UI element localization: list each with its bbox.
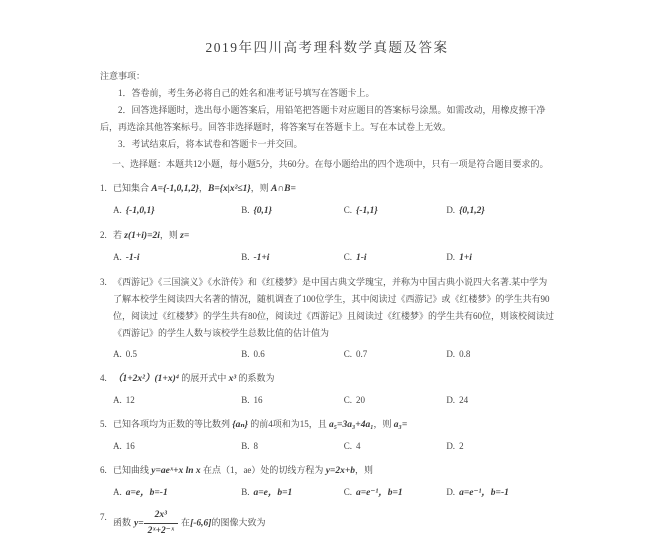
- option-value: 2: [459, 441, 464, 451]
- question-stem: [113, 509, 554, 538]
- options-row: [113, 438, 554, 455]
- option-value: a=e⁻¹，b=-1: [459, 488, 509, 498]
- option-c: [344, 484, 447, 502]
- stem-text: ，则: [354, 465, 373, 475]
- math-expression: x³: [228, 374, 237, 384]
- option-a: [113, 346, 241, 363]
- option-label: C.: [343, 441, 353, 451]
- stem-text: 的系数为: [236, 373, 275, 383]
- option-label: D.: [446, 349, 456, 359]
- options-row: [113, 346, 554, 363]
- math-expression: A∩B=: [270, 184, 296, 194]
- math-expression: [-6,6]: [190, 518, 212, 529]
- math-fraction: [134, 509, 178, 538]
- option-label: A.: [113, 252, 122, 262]
- notice-heading: 注意事项：: [100, 71, 146, 81]
- option-b: [241, 438, 344, 455]
- question-block-7: [100, 509, 554, 538]
- option-c: [344, 392, 447, 409]
- option-value: 8: [253, 441, 258, 451]
- option-value: 1-i: [356, 253, 367, 263]
- option-d: [446, 484, 554, 502]
- option-value: 1+i: [459, 253, 472, 263]
- option-label: C.: [343, 395, 353, 405]
- option-value: 0.7: [356, 349, 368, 359]
- option-a: [113, 484, 241, 502]
- option-a: [113, 202, 241, 220]
- option-value: 20: [356, 395, 366, 405]
- stem-text: 在: [181, 517, 191, 528]
- question-number: 5.: [100, 419, 107, 429]
- options-row: [113, 202, 554, 220]
- question-block-4: [100, 370, 554, 409]
- question-stem: [113, 180, 554, 198]
- stem-text: 《西游记》《三国演义》《水浒传》和《红楼梦》是中国古典文学瑰宝，并称为中国古典小说四大名著.某中学为了解本校学生阅读四大名著的情况，随机调查了100位学生，其中阅读过《西游记》或《红楼梦》的学生共有90位，阅读过《红楼梦》的学生共有80位，阅读过《西游记》且阅读过《红楼梦》的学生共有60位，则该校阅读过《西游记》的学生人数与该校学生总数比值的估计值为: [113, 277, 555, 338]
- option-label: C.: [343, 205, 353, 215]
- math-expression: {aₙ}: [232, 420, 248, 430]
- math-expression: y=2x+b: [325, 466, 355, 476]
- option-b: [241, 249, 344, 267]
- stem-text: ，则: [159, 230, 181, 240]
- option-d: [446, 202, 554, 220]
- page-title: 2019年四川高考理科数学真题及答案: [205, 40, 449, 55]
- option-label: B.: [241, 441, 250, 451]
- option-d: [446, 438, 554, 455]
- option-value: 0.5: [125, 349, 137, 359]
- stem-text: 若: [113, 230, 125, 240]
- option-label: C.: [343, 487, 353, 497]
- options-row: [113, 484, 554, 502]
- option-value: a=e⁻¹，b=1: [356, 488, 403, 498]
- option-value: -1+i: [253, 253, 270, 263]
- option-value: 0.8: [459, 349, 471, 359]
- stem-text: ，则: [373, 419, 394, 429]
- option-d: [446, 346, 554, 363]
- math-expression: z=: [180, 231, 190, 241]
- option-b: [241, 484, 344, 502]
- stem-text: ，则: [250, 183, 271, 193]
- option-label: B.: [241, 349, 250, 359]
- question-stem: [113, 227, 554, 245]
- option-a: [113, 249, 241, 267]
- question-number: 7.: [100, 512, 107, 522]
- question-block-3: [100, 274, 554, 363]
- option-d: [446, 392, 554, 409]
- option-value: {-1,0,1}: [125, 206, 155, 216]
- stem-text: 已知集合: [113, 183, 152, 193]
- options-row: [113, 392, 554, 409]
- option-label: C.: [343, 252, 353, 262]
- math-expression: y=aeˣ+x ln x: [151, 466, 201, 476]
- option-value: {0,1}: [253, 206, 272, 216]
- notice-item-2: 2．回答选择题时，选出每小题答案后，用铅笔把答题卡对应题目的答案标号涂黑。如需改动，用橡皮擦干净后，再选涂其他答案标号。回答非选择题时，将答案写在答题卡上。写在本试卷上无效。: [100, 105, 546, 132]
- section-heading: 一、选择题：本题共12小题，每小题5分，共60分。在每小题给出的四个选项中，只有一项是符合题目要求的。: [112, 159, 549, 169]
- option-label: D.: [446, 395, 456, 405]
- question-stem: [113, 462, 554, 480]
- notice-item-3: 3．考试结束后，将本试卷和答题卡一并交回。: [118, 139, 303, 149]
- stem-text: ，: [198, 183, 208, 193]
- option-label: D.: [446, 441, 456, 451]
- option-label: A.: [113, 205, 122, 215]
- option-label: D.: [446, 487, 456, 497]
- option-c: [344, 202, 447, 220]
- option-value: {0,1,2}: [459, 206, 485, 216]
- question-number: 2.: [100, 230, 107, 240]
- option-value: -1-i: [125, 253, 140, 263]
- option-c: [344, 438, 447, 455]
- option-c: [344, 249, 447, 267]
- question-stem: [113, 370, 554, 388]
- option-label: A.: [113, 441, 122, 451]
- options-row: [113, 249, 554, 267]
- option-label: A.: [113, 487, 122, 497]
- option-label: C.: [343, 349, 353, 359]
- option-d: [446, 249, 554, 267]
- notice-item-1: 1．答卷前，考生务必将自己的姓名和准考证号填写在答题卡上。: [118, 88, 375, 98]
- option-b: [241, 202, 344, 220]
- stem-text: 的展开式中: [179, 373, 229, 383]
- question-block-6: [100, 462, 554, 502]
- option-value: a=e，b=1: [253, 488, 293, 498]
- question-stem: [113, 274, 554, 342]
- stem-text: 的前4项和为15，且: [247, 419, 329, 429]
- option-label: D.: [446, 252, 456, 262]
- option-value: 0.6: [253, 349, 265, 359]
- fraction-bar: [144, 509, 178, 538]
- option-label: A.: [113, 395, 122, 405]
- stem-text: 函数: [113, 517, 132, 528]
- math-expression: B={x|x²≤1}: [207, 184, 251, 194]
- option-label: B.: [241, 205, 250, 215]
- option-label: D.: [446, 205, 456, 215]
- option-a: [113, 438, 241, 455]
- math-expression: z(1+i)=2i: [124, 231, 160, 241]
- option-b: [241, 392, 344, 409]
- question-number: 4.: [100, 373, 107, 383]
- exam-paper: [100, 28, 554, 538]
- question-block-5: [100, 416, 554, 455]
- option-label: B.: [241, 252, 250, 262]
- stem-text: 已知各项均为正数的等比数列: [113, 419, 233, 429]
- option-value: {-1,1}: [356, 206, 378, 216]
- option-value: 16: [125, 441, 135, 451]
- option-label: B.: [241, 395, 250, 405]
- math-expression: （1+2x²）(1+x)⁴: [113, 374, 180, 384]
- question-number: 1.: [100, 183, 107, 193]
- question-block-2: [100, 227, 554, 267]
- question-number: 3.: [100, 277, 107, 287]
- math-expression: a₃=: [393, 420, 408, 430]
- option-value: 16: [253, 395, 263, 405]
- question-stem: [113, 416, 554, 434]
- stem-text: 的图像大致为: [211, 517, 266, 528]
- math-expression: A={-1,0,1,2}: [151, 184, 199, 194]
- option-value: 12: [125, 395, 135, 405]
- stem-text: 已知曲线: [113, 465, 152, 475]
- fraction-denominator: 2ˣ+2⁻ˣ: [147, 526, 175, 536]
- option-a: [113, 392, 241, 409]
- option-value: a=e，b=-1: [125, 488, 168, 498]
- option-c: [344, 346, 447, 363]
- option-b: [241, 346, 344, 363]
- fraction-numerator: 2x³: [144, 509, 178, 524]
- option-value: 4: [356, 441, 361, 451]
- math-expression: y=: [134, 518, 144, 529]
- option-label: B.: [241, 487, 250, 497]
- question-number: 6.: [100, 465, 107, 475]
- question-block-1: [100, 180, 554, 220]
- stem-text: 在点（1，ae）处的切线方程为: [200, 465, 326, 475]
- option-value: 24: [459, 395, 469, 405]
- option-label: A.: [113, 349, 122, 359]
- math-expression: a₅=3a₃+4a₁: [329, 420, 374, 430]
